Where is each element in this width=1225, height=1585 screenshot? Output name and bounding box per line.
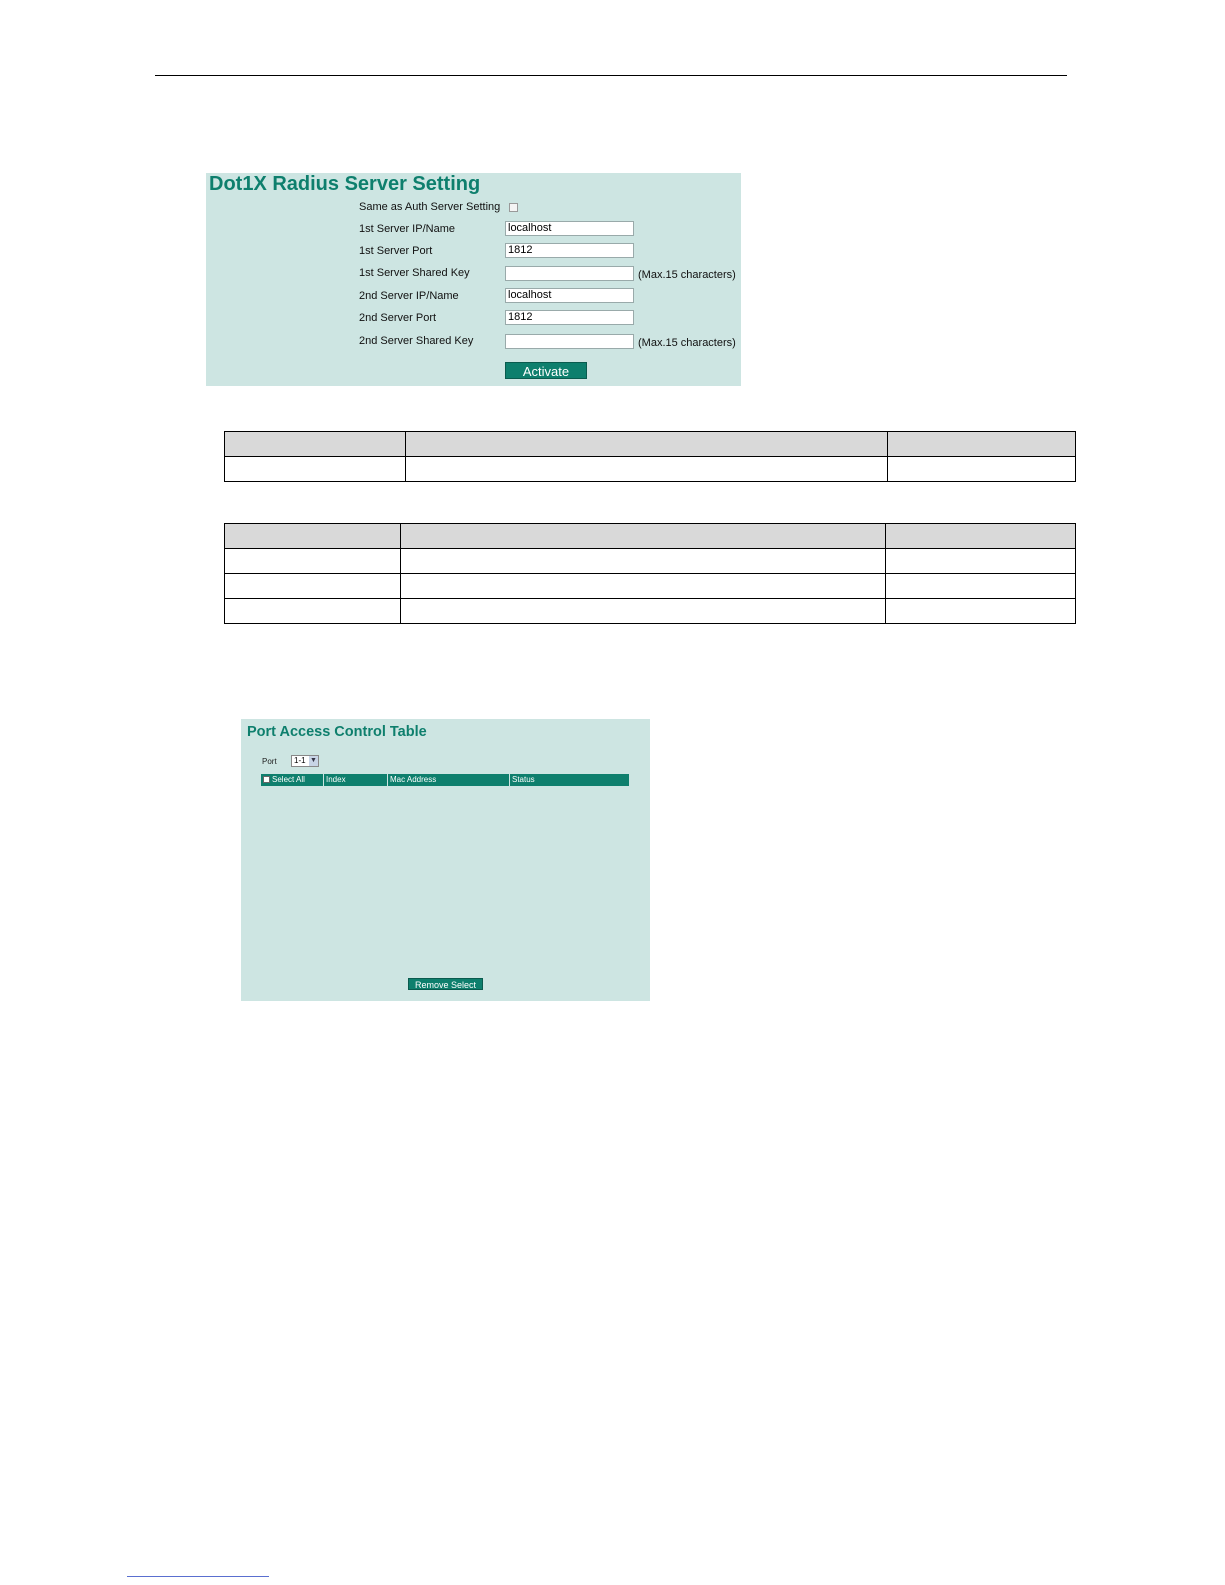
table-cell bbox=[406, 432, 888, 457]
port-select-value: 1-1 bbox=[294, 756, 306, 765]
server1-key-input[interactable] bbox=[505, 266, 634, 281]
table-cell bbox=[406, 457, 888, 482]
same-as-auth-checkbox[interactable] bbox=[509, 203, 518, 212]
table-header-row bbox=[225, 432, 1076, 457]
table-row bbox=[225, 599, 1076, 624]
table-cell bbox=[225, 574, 401, 599]
server2-ip-input[interactable]: localhost bbox=[505, 288, 634, 303]
server1-key-label: 1st Server Shared Key bbox=[359, 267, 470, 279]
select-all-header[interactable] bbox=[261, 774, 324, 786]
table-cell bbox=[888, 457, 1076, 482]
mac-address-header: Mac Address bbox=[388, 774, 510, 786]
header-rule bbox=[155, 75, 1067, 76]
table-row bbox=[225, 549, 1076, 574]
server2-port-label: 2nd Server Port bbox=[359, 312, 437, 324]
table-cell bbox=[886, 549, 1076, 574]
server1-port-label: 1st Server Port bbox=[359, 245, 433, 257]
table-row bbox=[225, 457, 1076, 482]
server2-ip-label: 2nd Server IP/Name bbox=[359, 290, 459, 302]
table-cell bbox=[225, 524, 401, 549]
table-cell bbox=[401, 549, 886, 574]
server1-key-note: (Max.15 characters) bbox=[638, 269, 736, 281]
port-label: Port bbox=[262, 757, 277, 766]
table-row bbox=[225, 574, 1076, 599]
settings-table-2 bbox=[224, 523, 1076, 624]
port-table-header bbox=[261, 774, 629, 786]
status-header: Status bbox=[512, 775, 535, 784]
settings-table-1 bbox=[224, 431, 1076, 482]
table-cell bbox=[225, 432, 406, 457]
table-cell bbox=[886, 599, 1076, 624]
server2-key-label: 2nd Server Shared Key bbox=[359, 335, 474, 347]
port-panel-title: Port Access Control Table bbox=[247, 724, 427, 740]
table-cell bbox=[401, 599, 886, 624]
same-as-auth-label: Same as Auth Server Setting bbox=[359, 201, 501, 213]
server1-ip-label: 1st Server IP/Name bbox=[359, 223, 455, 235]
port-select[interactable] bbox=[291, 755, 319, 767]
server2-key-input[interactable] bbox=[505, 334, 634, 349]
server1-ip-input[interactable]: localhost bbox=[505, 221, 634, 236]
table-header-row bbox=[225, 524, 1076, 549]
server1-port-input[interactable]: 1812 bbox=[505, 243, 634, 258]
chevron-down-icon[interactable]: ▼ bbox=[310, 757, 317, 764]
table-cell bbox=[401, 574, 886, 599]
index-header: Index bbox=[324, 774, 388, 786]
table-cell bbox=[225, 599, 401, 624]
footer-link-rule bbox=[127, 1576, 269, 1577]
table-cell bbox=[401, 524, 886, 549]
table-cell bbox=[888, 432, 1076, 457]
table-cell bbox=[886, 524, 1076, 549]
radius-server-panel bbox=[206, 173, 741, 386]
remove-select-button[interactable]: Remove Select bbox=[408, 978, 483, 990]
port-access-panel bbox=[241, 719, 650, 1001]
activate-button[interactable]: Activate bbox=[505, 362, 587, 379]
server2-port-input[interactable]: 1812 bbox=[505, 310, 634, 325]
table-cell bbox=[886, 574, 1076, 599]
select-all-label: Select All bbox=[272, 775, 305, 784]
select-all-checkbox[interactable] bbox=[263, 776, 270, 783]
table-cell bbox=[225, 457, 406, 482]
server2-key-note: (Max.15 characters) bbox=[638, 337, 736, 349]
radius-panel-title: Dot1X Radius Server Setting bbox=[209, 173, 481, 195]
table-cell bbox=[225, 549, 401, 574]
